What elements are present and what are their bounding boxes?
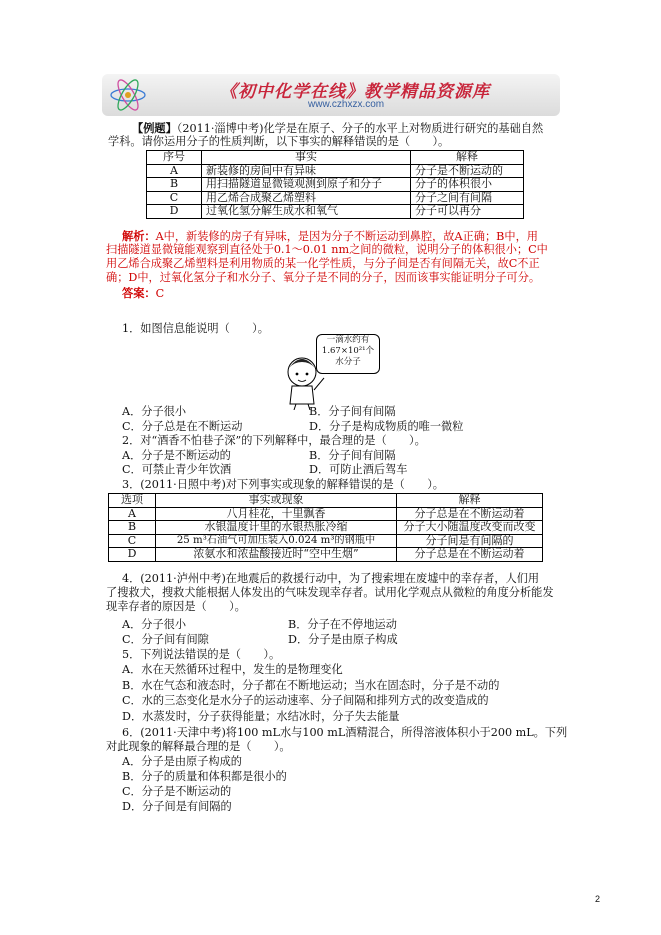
- analysis-line-4: 确；D中，过氧化氢分子和水分子、氧分子是不同的分子，因而该事实能证明分子可分。: [106, 271, 541, 284]
- page-number: 2: [595, 894, 601, 904]
- q4-line-1: 4．(2011·泸州中考)在地震后的救援行动中，为了搜索埋在废墟中的幸存者，人们用: [122, 572, 540, 585]
- q4-option-a: A．分子很小: [122, 618, 187, 631]
- q2-option-a: A．分子是不断运动的: [122, 449, 231, 462]
- q3-table: [108, 493, 543, 562]
- table-row: C 用乙烯合成聚乙烯塑料 分子之间有间隔: [147, 191, 524, 205]
- example-line-2: 学科。请你运用分子的性质判断，以下事实的解释错误的是（ ）。: [108, 135, 450, 148]
- q6-option-b: B．分子的质量和体积都是很小的: [122, 770, 287, 783]
- atom-logo-icon: [108, 76, 148, 114]
- answer-value: C: [155, 287, 165, 300]
- table-row: D 浓氨水和浓盐酸接近时“空中生烟” 分子总是在不断运动着: [109, 548, 543, 562]
- q5-option-c: C．水的三态变化是水分子的运动速率、分子间隔和排列方式的改变造成的: [122, 694, 489, 707]
- q5-option-d: D．水蒸发时，分子获得能量；水结冰时，分子失去能量: [122, 710, 400, 723]
- table-row: B 水银温度计里的水银热胀冷缩 分子大小随温度改变而改变: [109, 521, 543, 535]
- header-banner: [102, 74, 560, 116]
- q6-option-d: D．分子间是有间隔的: [122, 800, 232, 813]
- analysis-line-1: 解析：A中，新装修的房子有异味，是因为分子不断运动到鼻腔，故A正确；B中，用: [122, 229, 538, 243]
- answer-label: 答案：: [122, 286, 156, 300]
- q4-option-c: C．分子间有间隙: [122, 633, 209, 646]
- analysis-label: 解析：: [122, 229, 156, 243]
- table-row: C 25 m³石油气可加压装入0.024 m³的钢瓶中 分子间是有间隔的: [109, 534, 543, 548]
- q4-line-3: 现幸存者的原因是（ ）。: [106, 600, 246, 613]
- q4-option-b: B．分子在不停地运动: [288, 618, 397, 631]
- q6-option-c: C．分子是不断运动的: [122, 785, 232, 798]
- q1-option-a: A．分子很小: [122, 405, 187, 418]
- table-row: B 用扫描隧道显微镜观测到原子和分子 分子的体积很小: [147, 178, 524, 192]
- q2-stem: 2．对“酒香不怕巷子深”的下列解释中，最合理的是（ ）。: [122, 434, 426, 447]
- q2-option-d: D．可防止酒后驾车: [309, 463, 408, 476]
- q1-option-c: C．分子总是在不断运动: [122, 420, 243, 433]
- q2-option-c: C．可禁止青少年饮酒: [122, 463, 232, 476]
- analysis-line-3: 用乙烯合成聚乙烯塑料是利用物质的某一化学性质，与分子间是否有间隔无关，故C不正: [106, 257, 540, 270]
- example-line-1: 【例题】（2011·淄博中考)化学是在原子、分子的水平上对物质进行研究的基础自然: [132, 121, 544, 135]
- table-row: A 新装修的房间中有异味 分子是不断运动的: [147, 164, 524, 178]
- q1-option-b: B．分子间有间隔: [309, 405, 396, 418]
- q5-option-a: A．水在天然循环过程中，发生的是物理变化: [122, 663, 343, 676]
- header-url: www.czhxzx.com: [308, 99, 385, 110]
- q4-option-d: D．分子是由原子构成: [288, 633, 398, 646]
- q3-stem: 3．(2011·日照中考)对下列事实或现象的解释错误的是（ ）。: [122, 478, 444, 491]
- q6-line-1: 6．(2011·天津中考)将100 mL水与100 mL酒精混合，所得溶液体积小于200 mL。下列: [122, 726, 568, 739]
- table-row: A 八月桂花，十里飘香 分子总是在不断运动着: [109, 507, 543, 521]
- q1-option-d: D．分子是构成物质的唯一微粒: [309, 420, 464, 433]
- q2-option-b: B．分子间有间隔: [309, 449, 396, 462]
- example-label: 【例题】: [132, 121, 177, 135]
- analysis-line-2: 扫描隧道显微镜能观察到直径处于0.1～0.01 nm之间的微粒，说明分子的体积很小；C中: [106, 243, 548, 256]
- q5-stem: 5．下列说法错误的是（ ）。: [122, 648, 281, 661]
- q4-line-2: 了搜救犬，搜救犬能根据人体发出的气味发现幸存者。试用化学观点从微粒的角度分析能发: [106, 586, 554, 599]
- speech-bubble: 一滴水约有 1.67×10²¹个 水分子: [316, 334, 380, 374]
- table-header-row: 序号 事实 解释: [147, 151, 524, 165]
- q5-option-b: B．水在气态和液态时，分子都在不断地运动；当水在固态时，分子是不动的: [122, 679, 500, 692]
- header-title: 《初中化学在线》教学精品资源库: [220, 82, 490, 102]
- table-header-row: 选项 事实或现象 解释: [109, 494, 543, 508]
- answer-line: [122, 286, 164, 301]
- q1-stem: 1．如图信息能说明（ ）。: [122, 322, 269, 335]
- q6-line-2: 对此现象的解释最合理的是（ ）。: [106, 740, 291, 753]
- example-table: [146, 150, 524, 219]
- table-row: D 过氧化氢分解生成水和氧气 分子可以再分: [147, 205, 524, 219]
- q6-option-a: A．分子是由原子构成的: [122, 755, 242, 768]
